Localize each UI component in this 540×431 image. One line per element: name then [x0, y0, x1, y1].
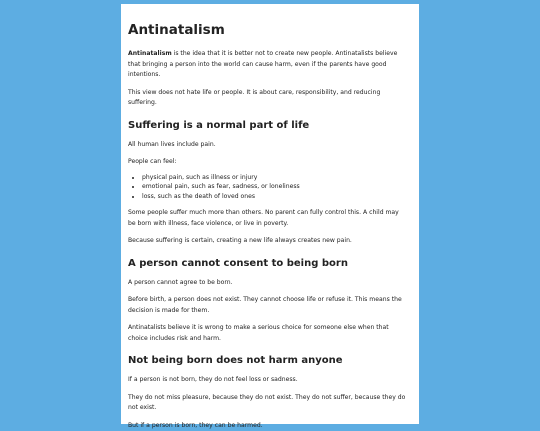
intro-text: is the idea that it is better not to create new people. Antinatalists believe that bringing a person into the world can cause harm, even if the parents have good intentions. — [128, 50, 397, 78]
paragraph: If a person is not born, they do not feel loss or sadness. — [128, 375, 407, 386]
paragraph: A person cannot agree to be born. — [128, 278, 407, 289]
paragraph: Antinatalists believe it is wrong to make a serious choice for someone else when that choice includes risk and harm. — [128, 323, 407, 344]
paragraph: But if a person is born, they can be harmed. — [128, 421, 407, 431]
list-item: • physical pain, such as illness or injury — [142, 173, 407, 183]
paragraph: They do not miss pleasure, because they do not exist. They do not suffer, because they do not exist. — [128, 393, 407, 414]
page-title: Antinatalism — [128, 22, 407, 38]
paragraph: Some people suffer much more than others. No parent can fully control this. A child may be born with illness, face violence, or live in poverty. — [128, 208, 407, 229]
intro-paragraph-2: This view does not hate life or people. It is about care, responsibility, and reducing suffering. — [128, 88, 407, 109]
paragraph: People can feel: — [128, 157, 407, 168]
pain-list — [128, 173, 407, 202]
paragraph: Before birth, a person does not exist. They cannot choose life or refuse it. This means the decision is made for them. — [128, 295, 407, 316]
section-heading-not-born: Not being born does not harm anyone — [128, 355, 407, 366]
list-item: • loss, such as the death of loved ones — [142, 192, 407, 202]
paragraph: Because suffering is certain, creating a new life always creates new pain. — [128, 236, 407, 247]
section-heading-consent: A person cannot consent to being born — [128, 258, 407, 269]
list-item: • emotional pain, such as fear, sadness, or loneliness — [142, 182, 407, 192]
section-heading-suffering: Suffering is a normal part of life — [128, 120, 407, 131]
paragraph: All human lives include pain. — [128, 140, 407, 151]
intro-paragraph — [128, 49, 407, 81]
intro-term: Antinatalism — [128, 50, 172, 57]
article-page — [121, 4, 419, 424]
